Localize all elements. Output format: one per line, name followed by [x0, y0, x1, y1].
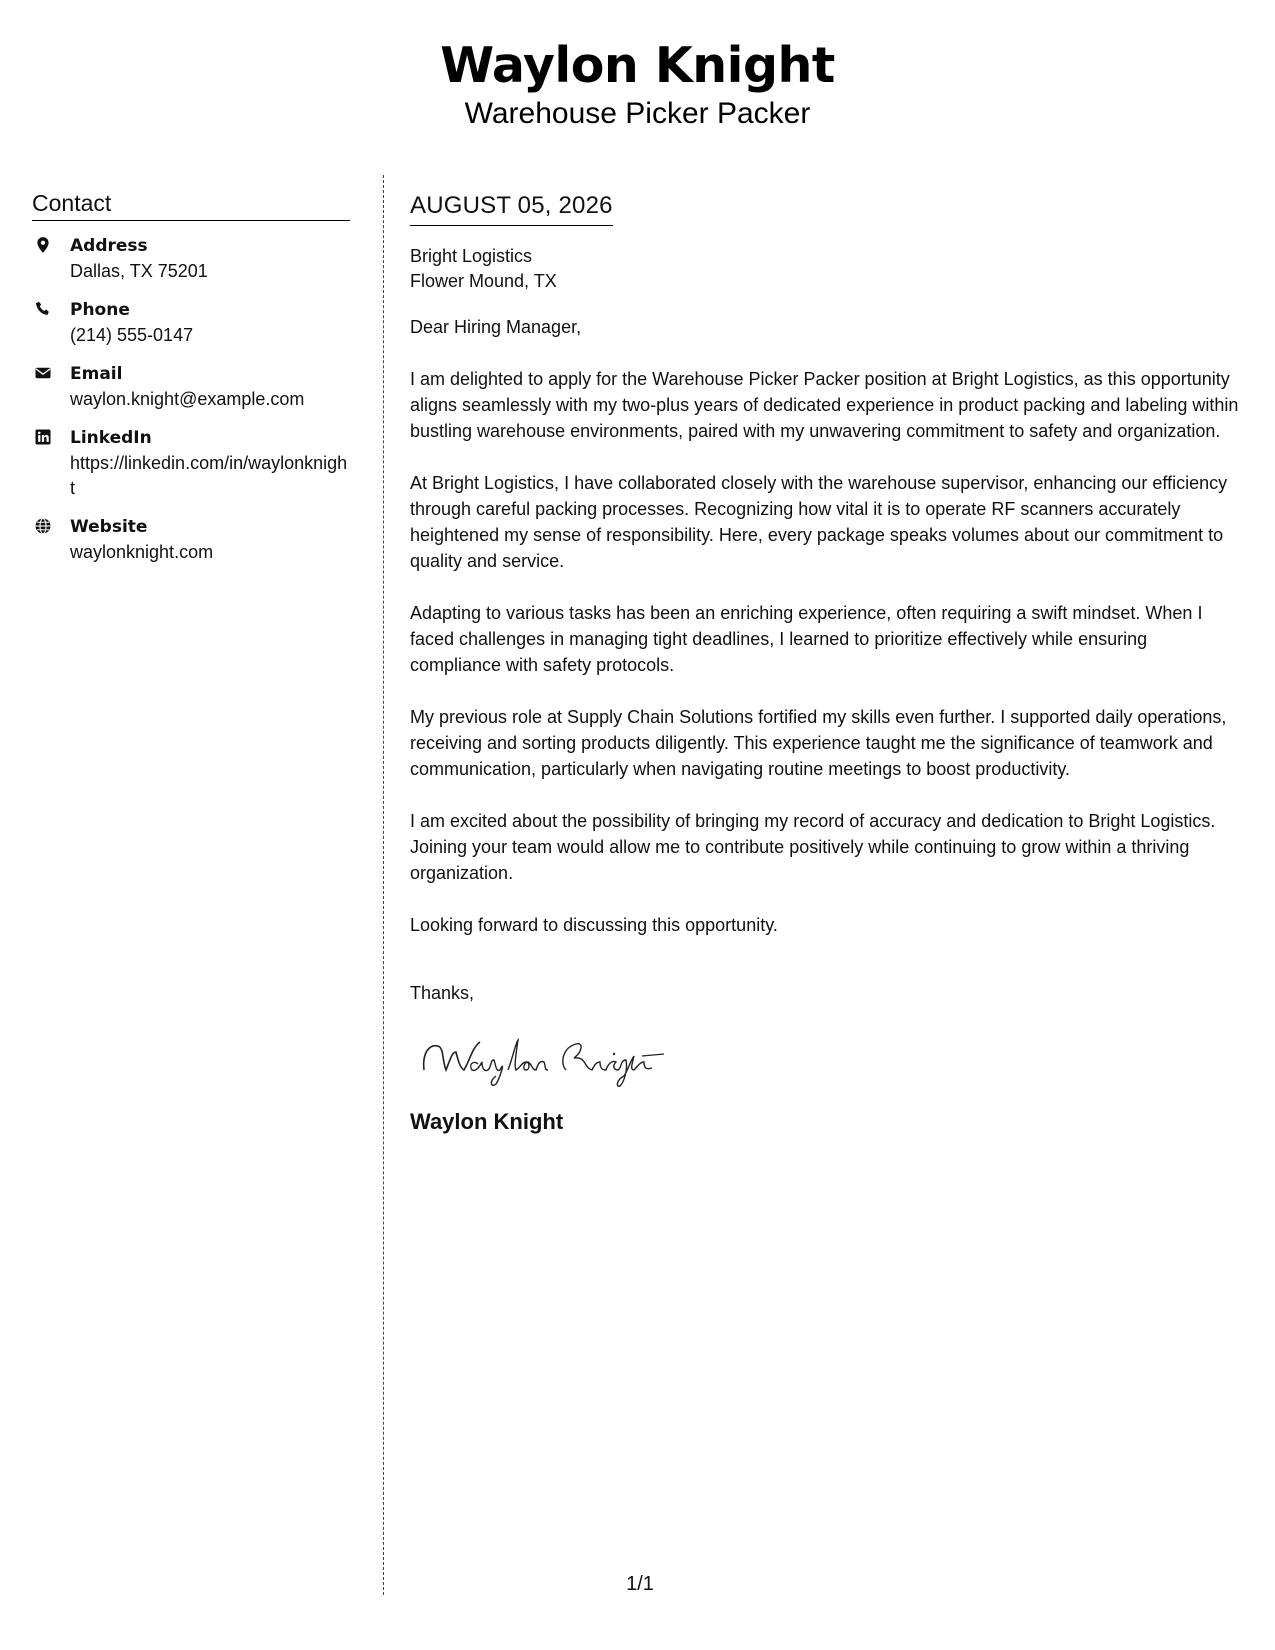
letter-paragraph: My previous role at Supply Chain Solutions fortified my skills even further. I supported daily operations, receiving and sorting products diligently. This experience taught me the significance of teamwork and communication, particularly when navigating routine meetings to boost productivity.: [410, 707, 1227, 779]
linkedin-value[interactable]: https://linkedin.com/in/waylonknight: [70, 453, 348, 498]
applicant-job-title: Warehouse Picker Packer: [464, 97, 811, 130]
linkedin-icon: [32, 426, 54, 448]
contact-item-email: [32, 361, 350, 412]
letter-date: AUGUST 05, 2026: [410, 190, 613, 226]
closing: Thanks,: [410, 983, 475, 1003]
signer-name: Waylon Knight: [410, 1109, 564, 1134]
page-number: 1/1: [626, 1573, 654, 1595]
handwritten-signature: [416, 1030, 676, 1090]
applicant-name: Waylon Knight: [440, 37, 835, 94]
phone-icon: [32, 298, 54, 320]
recipient-block: [410, 244, 1240, 294]
globe-icon: [32, 515, 54, 537]
address-value: Dallas, TX 75201: [70, 261, 208, 281]
recipient-company: Bright Logistics: [410, 246, 533, 266]
envelope-icon: [32, 362, 54, 384]
contact-item-linkedin: [32, 425, 350, 501]
contact-sidebar: [32, 188, 350, 578]
website-value[interactable]: waylonknight.com: [70, 542, 214, 562]
phone-value: (214) 555-0147: [70, 325, 194, 345]
contact-heading: Contact: [32, 188, 350, 221]
contact-label: Phone: [70, 300, 130, 320]
contact-item-address: [32, 233, 350, 284]
contact-item-phone: [32, 297, 350, 348]
letter-paragraph: I am delighted to apply for the Warehouse Picker Packer position at Bright Logistics, as this opportunity aligns seamlessly with my two-plus years of dedicated experience in product packing and labeling within bustling warehouse environments, paired with my unwavering commitment to safety and organization.: [410, 369, 1239, 441]
contact-item-website: [32, 514, 350, 565]
letter-paragraph: At Bright Logistics, I have collaborated closely with the warehouse supervisor, enhancing our efficiency through careful packing processes. Recognizing how vital it is to operate RF scanners accurately heightened my sense of responsibility. Here, every package speaks volumes about our commitment to quality and service.: [410, 473, 1228, 571]
contact-label: Email: [70, 364, 123, 384]
column-divider: [383, 175, 384, 1595]
letter-body: [410, 190, 1240, 1136]
letter-paragraph: I am excited about the possibility of bringing my record of accuracy and dedication to Bright Logistics. Joining your team would allow me to contribute positively while continuing to grow within a thriving organization.: [410, 811, 1216, 883]
recipient-location: Flower Mound, TX: [410, 271, 557, 291]
contact-label: Address: [70, 236, 148, 256]
contact-label: Website: [70, 517, 148, 537]
letter-paragraph: Looking forward to discussing this opportunity.: [410, 915, 778, 935]
letter-header: [0, 36, 1275, 132]
map-pin-icon: [32, 234, 54, 256]
contact-label: LinkedIn: [70, 428, 152, 448]
email-value[interactable]: waylon.knight@example.com: [70, 389, 305, 409]
salutation: Dear Hiring Manager,: [410, 317, 582, 337]
contact-list: [32, 233, 350, 565]
letter-paragraph: Adapting to various tasks has been an enriching experience, often requiring a swift mindset. When I faced challenges in managing tight deadlines, I learned to prioritize effectively while ensuring compliance with safety protocols.: [410, 603, 1203, 675]
